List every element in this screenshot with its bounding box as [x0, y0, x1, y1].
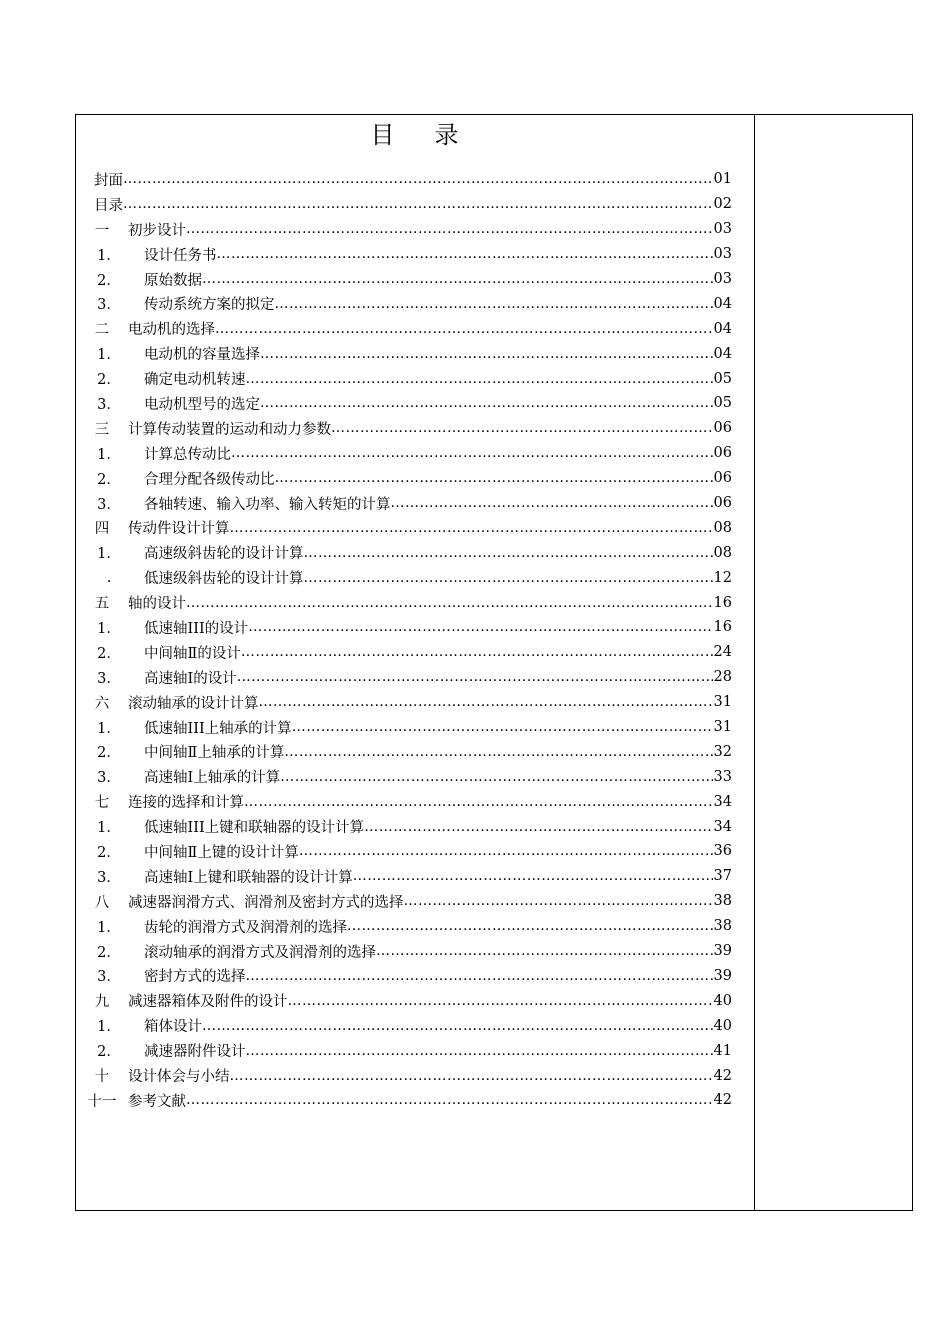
toc-entry-number: 2． — [97, 645, 121, 662]
toc-entry-label: 设计体会与小结 — [128, 1069, 230, 1085]
toc-leader-dots — [202, 1018, 713, 1034]
toc-entry-number: 一 — [94, 222, 110, 239]
toc-entry[interactable] — [82, 665, 732, 690]
toc-entry[interactable] — [82, 416, 732, 441]
toc-leader-dots — [123, 196, 713, 212]
toc-entry-label: 计算总传动比 — [144, 446, 231, 463]
column-divider — [754, 114, 755, 1211]
toc-entry-page-number: 38 — [713, 893, 732, 910]
toc-leader-dots — [217, 246, 713, 262]
toc-leader-dots — [353, 868, 713, 884]
toc-entry-label: 高速级斜齿轮的设计计算 — [144, 546, 304, 563]
toc-entry[interactable] — [82, 590, 732, 615]
toc-leader-dots — [404, 893, 713, 909]
toc-entry[interactable] — [82, 565, 732, 590]
toc-entry-number: 1． — [97, 820, 121, 837]
toc-entry-label: 确定电动机转速 — [144, 372, 246, 389]
toc-entry[interactable] — [82, 789, 732, 814]
toc-entry[interactable] — [82, 1013, 732, 1038]
toc-entry[interactable] — [82, 316, 732, 341]
toc-entry-page-number: 06 — [713, 495, 732, 512]
toc-entry[interactable] — [82, 889, 732, 914]
toc-entry-number: 1． — [97, 546, 121, 563]
toc-entry-page-number: 04 — [713, 320, 732, 337]
toc-entry-label: 电动机的选择 — [128, 322, 215, 339]
toc-leader-dots — [347, 918, 713, 934]
toc-entry-number: 十一 — [87, 1093, 117, 1110]
toc-entry-number: 1． — [97, 620, 121, 637]
toc-leader-dots — [202, 271, 713, 287]
toc-entry-label: 中间轴Ⅱ上轴承的计算 — [144, 745, 285, 762]
toc-entry-label: 电动机型号的选定 — [144, 396, 260, 413]
toc-leader-dots — [259, 694, 713, 710]
toc-entry-page-number: 16 — [713, 619, 732, 636]
toc-entry-label: 合理分配各级传动比 — [144, 471, 275, 488]
toc-entry[interactable] — [82, 441, 732, 466]
toc-entry[interactable] — [82, 864, 732, 889]
toc-entry-page-number: 38 — [713, 918, 732, 935]
toc-entry-label: 中间轴Ⅱ的设计 — [144, 645, 241, 662]
toc-entry-number: . — [106, 569, 112, 586]
toc-entry-page-number: 33 — [713, 768, 732, 785]
toc-entry-number: 八 — [94, 894, 110, 911]
toc-entry-label: 计算传动装置的运动和动力参数 — [128, 421, 331, 438]
toc-leader-dots — [275, 296, 713, 312]
toc-entry-label: 原始数据 — [144, 272, 202, 289]
toc-leader-dots — [304, 570, 713, 586]
toc-entry-label: 目录 — [94, 197, 123, 214]
toc-leader-dots — [246, 1043, 713, 1059]
toc-entry-page-number: 12 — [713, 569, 732, 586]
toc-entry-number: 2． — [97, 471, 121, 488]
toc-entry-number: 十 — [94, 1069, 110, 1085]
toc-entry[interactable] — [82, 814, 732, 839]
toc-entry-page-number: 01 — [713, 171, 732, 188]
toc-entry-number: 2． — [97, 372, 121, 389]
toc-entry-number: 1． — [97, 720, 121, 737]
toc-entry[interactable] — [82, 1063, 732, 1088]
toc-entry-label: 密封方式的选择 — [144, 969, 246, 986]
toc-entry[interactable] — [82, 764, 732, 789]
toc-entry[interactable] — [82, 267, 732, 292]
toc-entry-label: 低速轴III的设计 — [144, 620, 249, 637]
toc-entry[interactable] — [82, 1088, 732, 1113]
toc-entry-label: 传动系统方案的拟定 — [144, 297, 275, 314]
toc-entry-number: 3． — [97, 297, 121, 314]
toc-entry-label: 电动机的容量选择 — [144, 347, 260, 364]
toc-leader-dots — [241, 644, 713, 660]
toc-entry-label: 中间轴Ⅱ上键的设计计算 — [144, 844, 299, 861]
toc-leader-dots — [246, 371, 713, 387]
toc-leader-dots — [248, 619, 712, 635]
toc-entry[interactable] — [82, 291, 732, 316]
toc-leader-dots — [186, 221, 713, 237]
toc-entry-page-number: 40 — [713, 1017, 732, 1034]
toc-entry-page-number: 03 — [713, 221, 732, 238]
toc-leader-dots — [237, 669, 713, 685]
toc-entry[interactable] — [82, 242, 732, 267]
toc-entry-label: 减速器附件设计 — [144, 1044, 246, 1061]
toc-entry[interactable] — [82, 167, 732, 192]
toc-entry-page-number: 06 — [713, 445, 732, 462]
page-title: 目录 — [370, 121, 499, 149]
toc-leader-dots — [292, 719, 713, 735]
toc-entry[interactable] — [82, 939, 732, 964]
toc-entry-number: 2． — [97, 844, 121, 861]
toc-entry-number: 2． — [97, 745, 121, 762]
toc-entry-number: 1． — [97, 247, 121, 264]
toc-entry-label: 设计任务书 — [144, 247, 217, 264]
toc-entry-label: 减速器箱体及附件的设计 — [128, 994, 288, 1011]
toc-leader-dots — [304, 545, 713, 561]
toc-leader-dots — [246, 968, 713, 984]
toc-entry[interactable] — [82, 839, 732, 864]
toc-entry[interactable] — [82, 217, 732, 242]
toc-entry-page-number: 03 — [713, 246, 732, 263]
toc-entry[interactable] — [82, 615, 732, 640]
toc-entry-number: 七 — [94, 795, 110, 812]
toc-entry-number: 3． — [97, 670, 121, 687]
toc-leader-dots — [284, 744, 712, 760]
toc-entry-number: 2． — [97, 1044, 121, 1061]
toc-entry-label: 减速器润滑方式、润滑剂及密封方式的选择 — [128, 894, 404, 911]
toc-entry-page-number: 34 — [713, 818, 732, 835]
toc-entry[interactable] — [82, 491, 732, 516]
toc-entry-label: 各轴转速、输入功率、输入转矩的计算 — [144, 496, 391, 513]
toc-entry-label: 参考文献 — [128, 1093, 186, 1110]
toc-entry-number: 1． — [97, 1019, 121, 1036]
toc-leader-dots — [230, 1068, 713, 1084]
toc-entry-label: 低速轴III上键和联轴器的设计计算 — [144, 820, 365, 837]
toc-entry[interactable] — [82, 914, 732, 939]
toc-entry-number: 三 — [94, 421, 110, 438]
toc-entry-number: 3． — [97, 969, 121, 986]
toc-entry-label: 齿轮的润滑方式及润滑剂的选择 — [144, 919, 347, 936]
toc-entry-label: 低速级斜齿轮的设计计算 — [144, 571, 304, 588]
toc-leader-dots — [244, 794, 713, 810]
toc-entry-number: 3． — [97, 770, 121, 787]
toc-entry-page-number: 16 — [713, 594, 732, 611]
toc-entry[interactable] — [82, 466, 732, 491]
toc-entry-number: 1． — [97, 446, 121, 463]
toc-entry-page-number: 06 — [713, 470, 732, 487]
toc-entry-page-number: 03 — [713, 271, 732, 287]
toc-entry-page-number: 31 — [713, 719, 732, 736]
toc-entry-page-number: 41 — [713, 1042, 732, 1059]
toc-entry-number: 1． — [97, 919, 121, 936]
toc-entry-label: 轴的设计 — [128, 596, 186, 613]
toc-entry[interactable] — [82, 540, 732, 565]
toc-entry-page-number: 06 — [713, 420, 732, 437]
toc-entry-number: 四 — [94, 521, 110, 538]
toc-entry-label: 低速轴III上轴承的计算 — [144, 720, 292, 737]
toc-entry[interactable] — [82, 739, 732, 764]
toc-leader-dots — [215, 321, 713, 337]
toc-entry-number: 1． — [97, 347, 121, 364]
toc-leader-dots — [280, 769, 712, 785]
toc-entry-label: 高速轴Ⅰ上轴承的计算 — [144, 770, 281, 787]
toc-leader-dots — [231, 445, 713, 461]
toc-entry[interactable] — [82, 1038, 732, 1063]
toc-entry-number: 3． — [97, 396, 121, 413]
toc-entry-page-number: 34 — [713, 793, 732, 810]
toc-leader-dots — [123, 171, 713, 187]
toc-entry-number: 2． — [97, 272, 121, 289]
toc-entry-number: 3． — [97, 869, 121, 886]
toc-leader-dots — [186, 595, 713, 611]
toc-leader-dots — [376, 943, 713, 959]
toc-entry-number: 2． — [97, 944, 121, 961]
toc-entry-page-number: 04 — [713, 345, 732, 362]
toc-leader-dots — [364, 819, 712, 835]
toc-entry-page-number: 32 — [713, 743, 732, 760]
toc-entry-page-number: 02 — [713, 196, 732, 213]
toc-entry-label: 箱体设计 — [144, 1019, 202, 1036]
toc-leader-dots — [230, 520, 713, 536]
toc-entry[interactable] — [82, 715, 732, 740]
toc-leader-dots — [186, 1092, 713, 1108]
toc-entry-label: 滚动轴承的设计计算 — [128, 695, 259, 712]
toc-entry-page-number: 04 — [713, 295, 732, 312]
toc-entry[interactable] — [82, 988, 732, 1013]
toc-entry-page-number: 05 — [713, 395, 732, 412]
toc-entry-number: 二 — [94, 322, 110, 339]
toc-leader-dots — [260, 395, 713, 411]
toc-entry[interactable] — [82, 690, 732, 715]
toc-leader-dots — [275, 470, 713, 486]
toc-entry-label: 传动件设计计算 — [128, 521, 230, 538]
toc-entry-page-number: 39 — [713, 943, 732, 960]
toc-entry-page-number: 40 — [713, 992, 732, 1009]
toc-entry-label: 高速轴Ⅰ的设计 — [144, 670, 237, 687]
toc-entry-page-number: 37 — [713, 868, 732, 885]
table-of-contents — [82, 167, 732, 1113]
toc-entry-page-number: 05 — [713, 370, 732, 387]
toc-entry[interactable] — [82, 192, 732, 217]
toc-leader-dots — [331, 420, 713, 436]
toc-entry-label: 高速轴Ⅰ上键和联轴器的设计计算 — [144, 869, 353, 886]
toc-leader-dots — [260, 346, 713, 362]
toc-entry-page-number: 28 — [713, 669, 732, 686]
toc-entry[interactable] — [82, 366, 732, 391]
toc-leader-dots — [288, 993, 713, 1009]
toc-entry-page-number: 08 — [713, 544, 732, 561]
toc-leader-dots — [391, 495, 713, 511]
toc-entry-label: 初步设计 — [128, 222, 186, 239]
toc-entry-number: 五 — [94, 596, 110, 613]
toc-entry-number: 3． — [97, 496, 121, 513]
toc-entry-page-number: 39 — [713, 967, 732, 984]
toc-entry-page-number: 31 — [713, 694, 732, 711]
toc-entry[interactable] — [82, 341, 732, 366]
toc-entry-page-number: 24 — [713, 644, 732, 661]
toc-entry[interactable] — [82, 515, 732, 540]
toc-leader-dots — [299, 843, 713, 859]
toc-entry-page-number: 42 — [713, 1092, 732, 1109]
toc-entry[interactable] — [82, 640, 732, 665]
toc-entry-page-number: 08 — [713, 519, 732, 536]
toc-entry-number: 六 — [94, 695, 110, 712]
toc-entry-page-number: 42 — [713, 1067, 732, 1084]
toc-entry-label: 封面 — [94, 172, 123, 189]
toc-entry-number: 九 — [94, 994, 110, 1011]
toc-entry-label: 连接的选择和计算 — [128, 795, 244, 812]
toc-entry[interactable] — [82, 964, 732, 989]
toc-entry-label: 滚动轴承的润滑方式及润滑剂的选择 — [144, 944, 376, 961]
toc-entry[interactable] — [82, 391, 732, 416]
toc-entry-page-number: 36 — [713, 843, 732, 860]
